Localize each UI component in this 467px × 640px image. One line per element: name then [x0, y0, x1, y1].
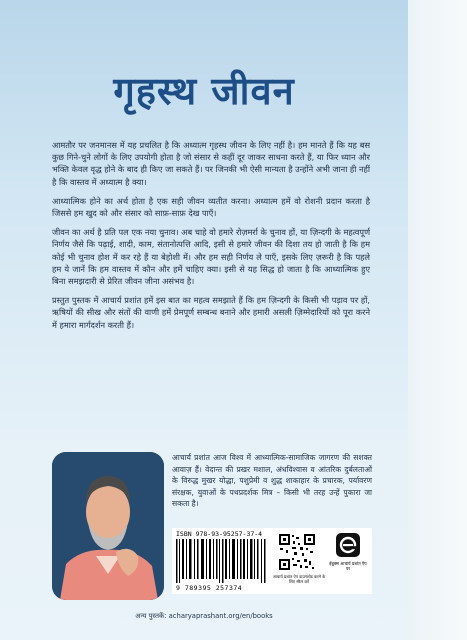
author-description: आचार्य प्रशांत आज विश्व में आध्यात्मिक-सामाजिक जागरण की सशक्त आवाज़ हैं। वेदान्त की प्रखर मशाल, अंधविश्वास व आंतरिक दुर्बलताओं के विरुद्ध मुखर योद्धा, पशुप्रेमी व शुद्ध शाकाहार के प्रचारक, पर्यावरण संरक्षक, युवाओं के पथप्रदर्शक मित्र – किसी भी तरह उन्हें पुकारा जा सकता है।	[172, 453, 372, 509]
barcode-number: 9 789395 257374	[176, 584, 243, 592]
description-paragraph: जीवन का अर्थ है प्रति पल एक नया चुनाव। अब चाहे वो हमारे रोज़मर्रा के चुनाव हों, या ज़िन्दगी के महत्वपूर्ण निर्णय जैसे कि पढ़ाई, शादी, काम, संतानोत्पत्ति आदि, इसी से हमारे जीवन की दिशा तय हो जाती है कि हम कोई भी चुनाव होश में कर रहे हैं या बेहोशी में। और हम सही निर्णय ले पाएँ, इसके लिए ज़रूरी है कि पहले हम ये जानें कि हम वास्तव में कौन और हमें चाहिए क्या। इसी से यह सिद्ध हो जाता है कि आध्यात्मिक हुए बिना समझदारी से प्रेरित जीवन जीना असंभव है।	[52, 227, 370, 287]
barcode-icon	[176, 539, 266, 583]
author-photo	[52, 452, 164, 600]
qr-code-icon	[278, 533, 316, 571]
author-portrait-illustration	[52, 452, 164, 600]
qr-caption: आचार्य प्रशांत ऐप डाउनलोड करने के लिए स्कैन करें	[272, 574, 326, 584]
book-title: गृहस्थ जीवन	[113, 69, 295, 113]
publisher-logo-icon	[336, 533, 360, 557]
letter-e-logo	[336, 533, 360, 557]
description-paragraph: आमतौर पर जनमानस में यह प्रचलित है कि अध्यात्म गृहस्थ जीवन के लिए नहीं है। हम मानते हैं कि यह बस कुछ गिने-चुने लोगों के लिए उपयोगी होता है जो संसार से कहीं दूर जाकर साधना करते हैं, या फिर ध्यान और भक्ति केवल वृद्ध होने के बाद ही किए जा सकते हैं। पर जिनकी भी ऐसी मान्यता है उन्होंने अभी जाना ही नहीं है कि वास्तव में अध्यात्म है क्या।	[52, 140, 370, 187]
description-paragraph: प्रस्तुत पुस्तक में आचार्य प्रशांत हमें इस बात का महत्व समझाते हैं कि हम ज़िन्दगी के किसी भी पड़ाव पर हों, ऋषियों की सीख और संतों की वाणी हमें प्रेमपूर्ण सम्बन्ध बनाने और हमारी असली ज़िम्मेदारियों को पूरा करने में हमारा मार्गदर्शन करती हैं।	[52, 295, 370, 330]
description-block	[52, 139, 370, 338]
page-margin	[408, 0, 467, 640]
barcode-panel	[172, 528, 372, 594]
description-paragraph: आध्यात्मिक होने का अर्थ होता है एक सही जीवन व्यतीत करना। अध्यात्म हमें वो रोशनी प्रदान करता है जिससे हम खुद को और संसार को साफ़-साफ़ देख पाएँ।	[52, 195, 370, 219]
publisher-caption: ईबुक्स आचार्य प्रशांत ऐप पर	[329, 561, 367, 572]
isbn-label: ISBN 978-93-95257-37-4	[176, 530, 263, 538]
footer-website[interactable]: अन्य पुस्तकें: acharyaprashant.org/en/books	[135, 612, 273, 620]
